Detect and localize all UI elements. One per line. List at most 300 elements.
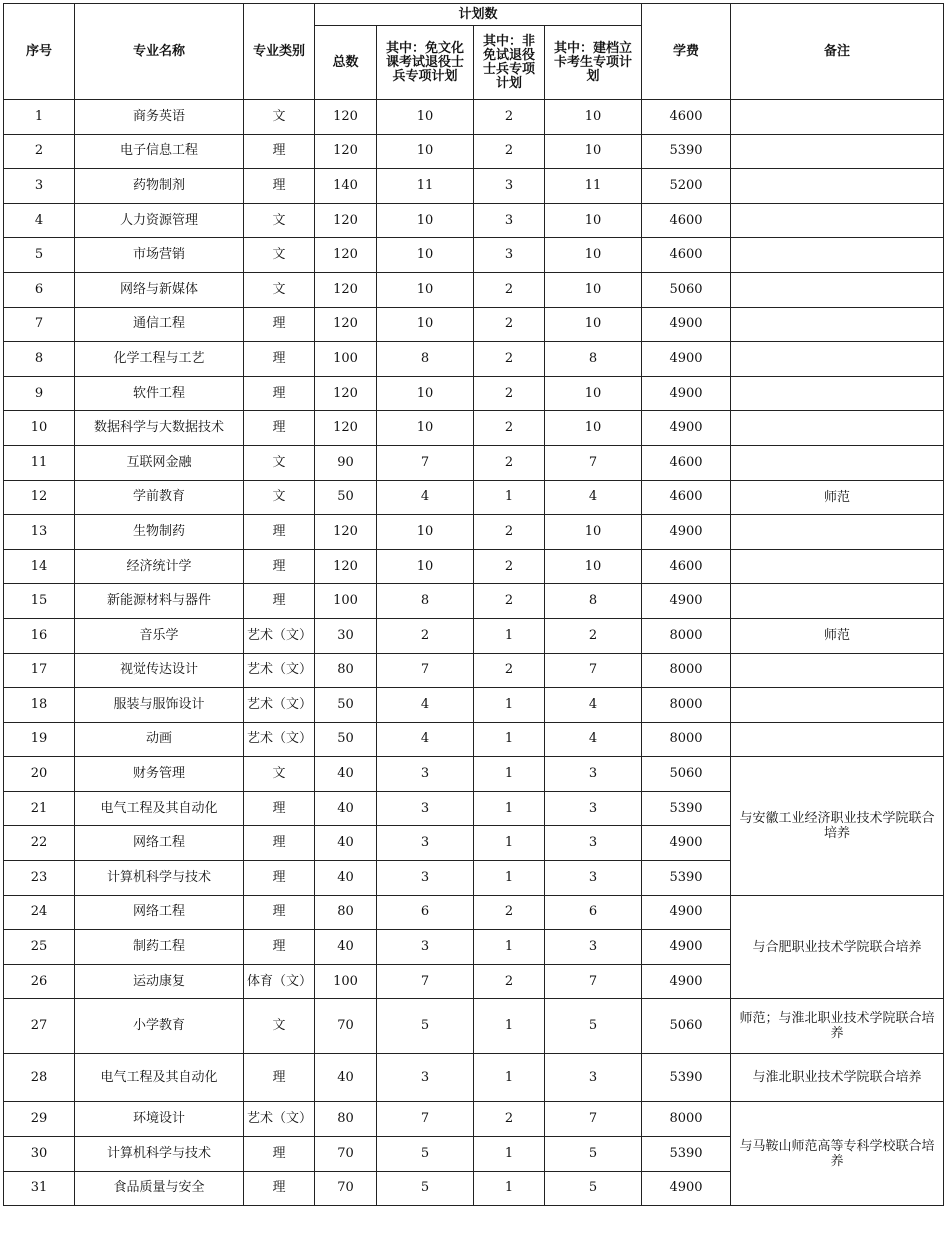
poverty-cell: 10 [545,100,642,135]
tuition-cell: 4600 [642,549,731,584]
total-cell: 40 [315,826,377,861]
remarks-cell [731,203,944,238]
total-cell: 40 [315,791,377,826]
category-cell: 文 [244,238,315,273]
major-cell: 电气工程及其自动化 [75,791,244,826]
exempt-veteran-cell: 3 [377,1054,474,1102]
total-cell: 80 [315,895,377,930]
nonexempt-veteran-cell: 1 [474,722,545,757]
table-row [4,100,944,135]
poverty-cell: 10 [545,272,642,307]
remarks-cell [731,272,944,307]
seq-cell: 17 [4,653,75,688]
seq-cell: 31 [4,1171,75,1206]
tuition-cell: 5390 [642,791,731,826]
remarks-cell: 与马鞍山师范高等专科学校联合培养 [731,1102,944,1206]
seq-cell: 16 [4,618,75,653]
tuition-cell: 8000 [642,722,731,757]
nonexempt-veteran-cell: 2 [474,1102,545,1137]
exempt-veteran-cell: 10 [377,515,474,550]
total-cell: 90 [315,445,377,480]
table-row [4,272,944,307]
header-tuition: 学费 [642,4,731,100]
seq-cell: 22 [4,826,75,861]
exempt-veteran-cell: 10 [377,272,474,307]
major-cell: 电气工程及其自动化 [75,1054,244,1102]
category-cell: 理 [244,1171,315,1206]
nonexempt-veteran-cell: 2 [474,307,545,342]
major-cell: 财务管理 [75,757,244,792]
seq-cell: 8 [4,342,75,377]
category-cell: 理 [244,861,315,896]
remarks-cell: 与安徽工业经济职业技术学院联合培养 [731,757,944,895]
table-row [4,445,944,480]
poverty-cell: 3 [545,757,642,792]
nonexempt-veteran-cell: 2 [474,272,545,307]
remarks-cell [731,445,944,480]
tuition-cell: 4900 [642,930,731,965]
exempt-veteran-cell: 4 [377,722,474,757]
exempt-veteran-cell: 10 [377,134,474,169]
tuition-cell: 5060 [642,757,731,792]
table-row [4,307,944,342]
header-major: 专业名称 [75,4,244,100]
nonexempt-veteran-cell: 2 [474,342,545,377]
nonexempt-veteran-cell: 2 [474,964,545,999]
remarks-cell: 师范 [731,480,944,515]
tuition-cell: 5390 [642,1054,731,1102]
total-cell: 120 [315,134,377,169]
total-cell: 40 [315,930,377,965]
exempt-veteran-cell: 10 [377,307,474,342]
remarks-cell: 与合肥职业技术学院联合培养 [731,895,944,999]
major-cell: 视觉传达设计 [75,653,244,688]
poverty-cell: 3 [545,1054,642,1102]
tuition-cell: 4900 [642,342,731,377]
poverty-cell: 11 [545,169,642,204]
exempt-veteran-cell: 4 [377,688,474,723]
tuition-cell: 4900 [642,826,731,861]
seq-cell: 5 [4,238,75,273]
major-cell: 网络工程 [75,895,244,930]
seq-cell: 12 [4,480,75,515]
remarks-cell [731,549,944,584]
major-cell: 数据科学与大数据技术 [75,411,244,446]
total-cell: 140 [315,169,377,204]
total-cell: 100 [315,342,377,377]
major-cell: 计算机科学与技术 [75,1137,244,1172]
poverty-cell: 10 [545,549,642,584]
category-cell: 理 [244,791,315,826]
nonexempt-veteran-cell: 1 [474,688,545,723]
nonexempt-veteran-cell: 2 [474,895,545,930]
poverty-cell: 3 [545,930,642,965]
nonexempt-veteran-cell: 1 [474,930,545,965]
major-cell: 网络与新媒体 [75,272,244,307]
table-row [4,1054,944,1102]
exempt-veteran-cell: 4 [377,480,474,515]
major-cell: 音乐学 [75,618,244,653]
total-cell: 120 [315,515,377,550]
seq-cell: 9 [4,376,75,411]
poverty-cell: 7 [545,445,642,480]
category-cell: 体育（文） [244,964,315,999]
table-row [4,376,944,411]
remarks-cell [731,722,944,757]
poverty-cell: 3 [545,826,642,861]
category-cell: 理 [244,930,315,965]
nonexempt-veteran-cell: 1 [474,618,545,653]
major-cell: 通信工程 [75,307,244,342]
nonexempt-veteran-cell: 1 [474,480,545,515]
total-cell: 120 [315,272,377,307]
tuition-cell: 8000 [642,688,731,723]
remarks-cell [731,307,944,342]
category-cell: 文 [244,999,315,1054]
table-row [4,653,944,688]
header-category: 专业类别 [244,4,315,100]
total-cell: 30 [315,618,377,653]
poverty-cell: 10 [545,203,642,238]
table-row [4,757,944,792]
nonexempt-veteran-cell: 1 [474,791,545,826]
table-row [4,203,944,238]
remarks-cell [731,411,944,446]
tuition-cell: 8000 [642,653,731,688]
total-cell: 50 [315,688,377,723]
tuition-cell: 4600 [642,100,731,135]
major-cell: 服装与服饰设计 [75,688,244,723]
category-cell: 理 [244,169,315,204]
exempt-veteran-cell: 3 [377,861,474,896]
category-cell: 理 [244,895,315,930]
table-body [4,100,944,1206]
nonexempt-veteran-cell: 2 [474,584,545,619]
poverty-cell: 7 [545,1102,642,1137]
major-cell: 人力资源管理 [75,203,244,238]
nonexempt-veteran-cell: 1 [474,757,545,792]
tuition-cell: 4900 [642,584,731,619]
nonexempt-veteran-cell: 1 [474,1171,545,1206]
major-cell: 新能源材料与器件 [75,584,244,619]
seq-cell: 14 [4,549,75,584]
major-cell: 网络工程 [75,826,244,861]
nonexempt-veteran-cell: 3 [474,169,545,204]
table-row [4,411,944,446]
exempt-veteran-cell: 10 [377,411,474,446]
total-cell: 120 [315,100,377,135]
seq-cell: 23 [4,861,75,896]
seq-cell: 7 [4,307,75,342]
seq-cell: 24 [4,895,75,930]
major-cell: 经济统计学 [75,549,244,584]
nonexempt-veteran-cell: 2 [474,549,545,584]
tuition-cell: 4600 [642,445,731,480]
table-row [4,515,944,550]
category-cell: 文 [244,480,315,515]
table-row [4,688,944,723]
enrollment-plan-table [3,3,944,1206]
exempt-veteran-cell: 8 [377,342,474,377]
seq-cell: 19 [4,722,75,757]
exempt-veteran-cell: 7 [377,1102,474,1137]
table-row [4,895,944,930]
exempt-veteran-cell: 3 [377,930,474,965]
category-cell: 文 [244,757,315,792]
header-plan-group: 计划数 [315,4,642,26]
nonexempt-veteran-cell: 2 [474,134,545,169]
nonexempt-veteran-cell: 1 [474,861,545,896]
remarks-cell [731,376,944,411]
seq-cell: 13 [4,515,75,550]
seq-cell: 29 [4,1102,75,1137]
category-cell: 艺术（文） [244,1102,315,1137]
poverty-cell: 10 [545,307,642,342]
table-row [4,722,944,757]
category-cell: 理 [244,307,315,342]
category-cell: 理 [244,826,315,861]
table-row [4,999,944,1054]
tuition-cell: 5200 [642,169,731,204]
tuition-cell: 4900 [642,376,731,411]
exempt-veteran-cell: 2 [377,618,474,653]
exempt-veteran-cell: 8 [377,584,474,619]
exempt-veteran-cell: 7 [377,445,474,480]
category-cell: 理 [244,342,315,377]
total-cell: 40 [315,757,377,792]
poverty-cell: 7 [545,964,642,999]
major-cell: 软件工程 [75,376,244,411]
seq-cell: 11 [4,445,75,480]
major-cell: 制药工程 [75,930,244,965]
total-cell: 120 [315,549,377,584]
poverty-cell: 3 [545,791,642,826]
table-row [4,134,944,169]
major-cell: 运动康复 [75,964,244,999]
major-cell: 市场营销 [75,238,244,273]
exempt-veteran-cell: 5 [377,999,474,1054]
remarks-cell [731,688,944,723]
seq-cell: 21 [4,791,75,826]
total-cell: 120 [315,411,377,446]
exempt-veteran-cell: 7 [377,964,474,999]
tuition-cell: 5060 [642,272,731,307]
table-row [4,238,944,273]
tuition-cell: 5390 [642,134,731,169]
tuition-cell: 4600 [642,480,731,515]
table-row [4,1102,944,1137]
table-row [4,169,944,204]
major-cell: 环境设计 [75,1102,244,1137]
poverty-cell: 7 [545,653,642,688]
poverty-cell: 4 [545,722,642,757]
tuition-cell: 5060 [642,999,731,1054]
major-cell: 电子信息工程 [75,134,244,169]
category-cell: 理 [244,134,315,169]
total-cell: 70 [315,1171,377,1206]
poverty-cell: 3 [545,861,642,896]
header-poverty: 其中：建档立卡考生专项计划 [545,26,642,100]
total-cell: 120 [315,307,377,342]
category-cell: 艺术（文） [244,688,315,723]
category-cell: 文 [244,272,315,307]
seq-cell: 1 [4,100,75,135]
exempt-veteran-cell: 10 [377,238,474,273]
tuition-cell: 5390 [642,861,731,896]
nonexempt-veteran-cell: 2 [474,411,545,446]
seq-cell: 30 [4,1137,75,1172]
tuition-cell: 4900 [642,1171,731,1206]
category-cell: 文 [244,445,315,480]
poverty-cell: 5 [545,999,642,1054]
nonexempt-veteran-cell: 1 [474,826,545,861]
remarks-cell [731,584,944,619]
total-cell: 120 [315,238,377,273]
poverty-cell: 10 [545,515,642,550]
seq-cell: 25 [4,930,75,965]
category-cell: 理 [244,584,315,619]
nonexempt-veteran-cell: 1 [474,999,545,1054]
category-cell: 艺术（文） [244,722,315,757]
total-cell: 120 [315,376,377,411]
nonexempt-veteran-cell: 3 [474,203,545,238]
remarks-cell [731,134,944,169]
header-nonexempt-veteran: 其中：非免试退役士兵专项计划 [474,26,545,100]
seq-cell: 28 [4,1054,75,1102]
nonexempt-veteran-cell: 2 [474,653,545,688]
major-cell: 商务英语 [75,100,244,135]
total-cell: 120 [315,203,377,238]
tuition-cell: 4900 [642,515,731,550]
seq-cell: 18 [4,688,75,723]
category-cell: 理 [244,411,315,446]
remarks-cell [731,653,944,688]
remarks-cell [731,100,944,135]
major-cell: 计算机科学与技术 [75,861,244,896]
seq-cell: 6 [4,272,75,307]
table-row [4,549,944,584]
tuition-cell: 4900 [642,411,731,446]
exempt-veteran-cell: 10 [377,203,474,238]
header-seq: 序号 [4,4,75,100]
header-total: 总数 [315,26,377,100]
category-cell: 理 [244,376,315,411]
total-cell: 70 [315,999,377,1054]
poverty-cell: 5 [545,1137,642,1172]
total-cell: 100 [315,584,377,619]
category-cell: 理 [244,549,315,584]
major-cell: 动画 [75,722,244,757]
nonexempt-veteran-cell: 1 [474,1137,545,1172]
total-cell: 50 [315,480,377,515]
category-cell: 艺术（文） [244,653,315,688]
exempt-veteran-cell: 6 [377,895,474,930]
remarks-cell [731,515,944,550]
remarks-cell [731,238,944,273]
exempt-veteran-cell: 10 [377,376,474,411]
seq-cell: 10 [4,411,75,446]
exempt-veteran-cell: 11 [377,169,474,204]
total-cell: 70 [315,1137,377,1172]
tuition-cell: 4600 [642,203,731,238]
poverty-cell: 2 [545,618,642,653]
nonexempt-veteran-cell: 2 [474,376,545,411]
total-cell: 100 [315,964,377,999]
exempt-veteran-cell: 3 [377,757,474,792]
poverty-cell: 4 [545,480,642,515]
poverty-cell: 8 [545,342,642,377]
category-cell: 理 [244,1137,315,1172]
remarks-cell: 师范；与淮北职业技术学院联合培养 [731,999,944,1054]
tuition-cell: 4900 [642,895,731,930]
poverty-cell: 10 [545,376,642,411]
poverty-cell: 8 [545,584,642,619]
seq-cell: 20 [4,757,75,792]
seq-cell: 4 [4,203,75,238]
exempt-veteran-cell: 10 [377,100,474,135]
header-exempt-veteran: 其中：免文化课考试退役士兵专项计划 [377,26,474,100]
remarks-cell: 与淮北职业技术学院联合培养 [731,1054,944,1102]
major-cell: 化学工程与工艺 [75,342,244,377]
exempt-veteran-cell: 3 [377,791,474,826]
nonexempt-veteran-cell: 2 [474,100,545,135]
seq-cell: 27 [4,999,75,1054]
remarks-cell [731,342,944,377]
exempt-veteran-cell: 3 [377,826,474,861]
exempt-veteran-cell: 5 [377,1137,474,1172]
tuition-cell: 4900 [642,964,731,999]
major-cell: 学前教育 [75,480,244,515]
nonexempt-veteran-cell: 3 [474,238,545,273]
nonexempt-veteran-cell: 2 [474,445,545,480]
tuition-cell: 5390 [642,1137,731,1172]
tuition-cell: 8000 [642,618,731,653]
major-cell: 互联网金融 [75,445,244,480]
poverty-cell: 4 [545,688,642,723]
category-cell: 文 [244,100,315,135]
total-cell: 80 [315,653,377,688]
total-cell: 40 [315,861,377,896]
poverty-cell: 10 [545,238,642,273]
remarks-cell [731,169,944,204]
seq-cell: 3 [4,169,75,204]
tuition-cell: 8000 [642,1102,731,1137]
total-cell: 40 [315,1054,377,1102]
remarks-cell: 师范 [731,618,944,653]
category-cell: 理 [244,1054,315,1102]
category-cell: 文 [244,203,315,238]
total-cell: 80 [315,1102,377,1137]
nonexempt-veteran-cell: 2 [474,515,545,550]
tuition-cell: 4900 [642,307,731,342]
seq-cell: 2 [4,134,75,169]
nonexempt-veteran-cell: 1 [474,1054,545,1102]
exempt-veteran-cell: 7 [377,653,474,688]
tuition-cell: 4600 [642,238,731,273]
poverty-cell: 6 [545,895,642,930]
table-row [4,618,944,653]
header-remarks: 备注 [731,4,944,100]
major-cell: 食品质量与安全 [75,1171,244,1206]
major-cell: 药物制剂 [75,169,244,204]
table-row [4,342,944,377]
major-cell: 小学教育 [75,999,244,1054]
poverty-cell: 10 [545,411,642,446]
category-cell: 理 [244,515,315,550]
total-cell: 50 [315,722,377,757]
table-row [4,480,944,515]
table-row [4,584,944,619]
